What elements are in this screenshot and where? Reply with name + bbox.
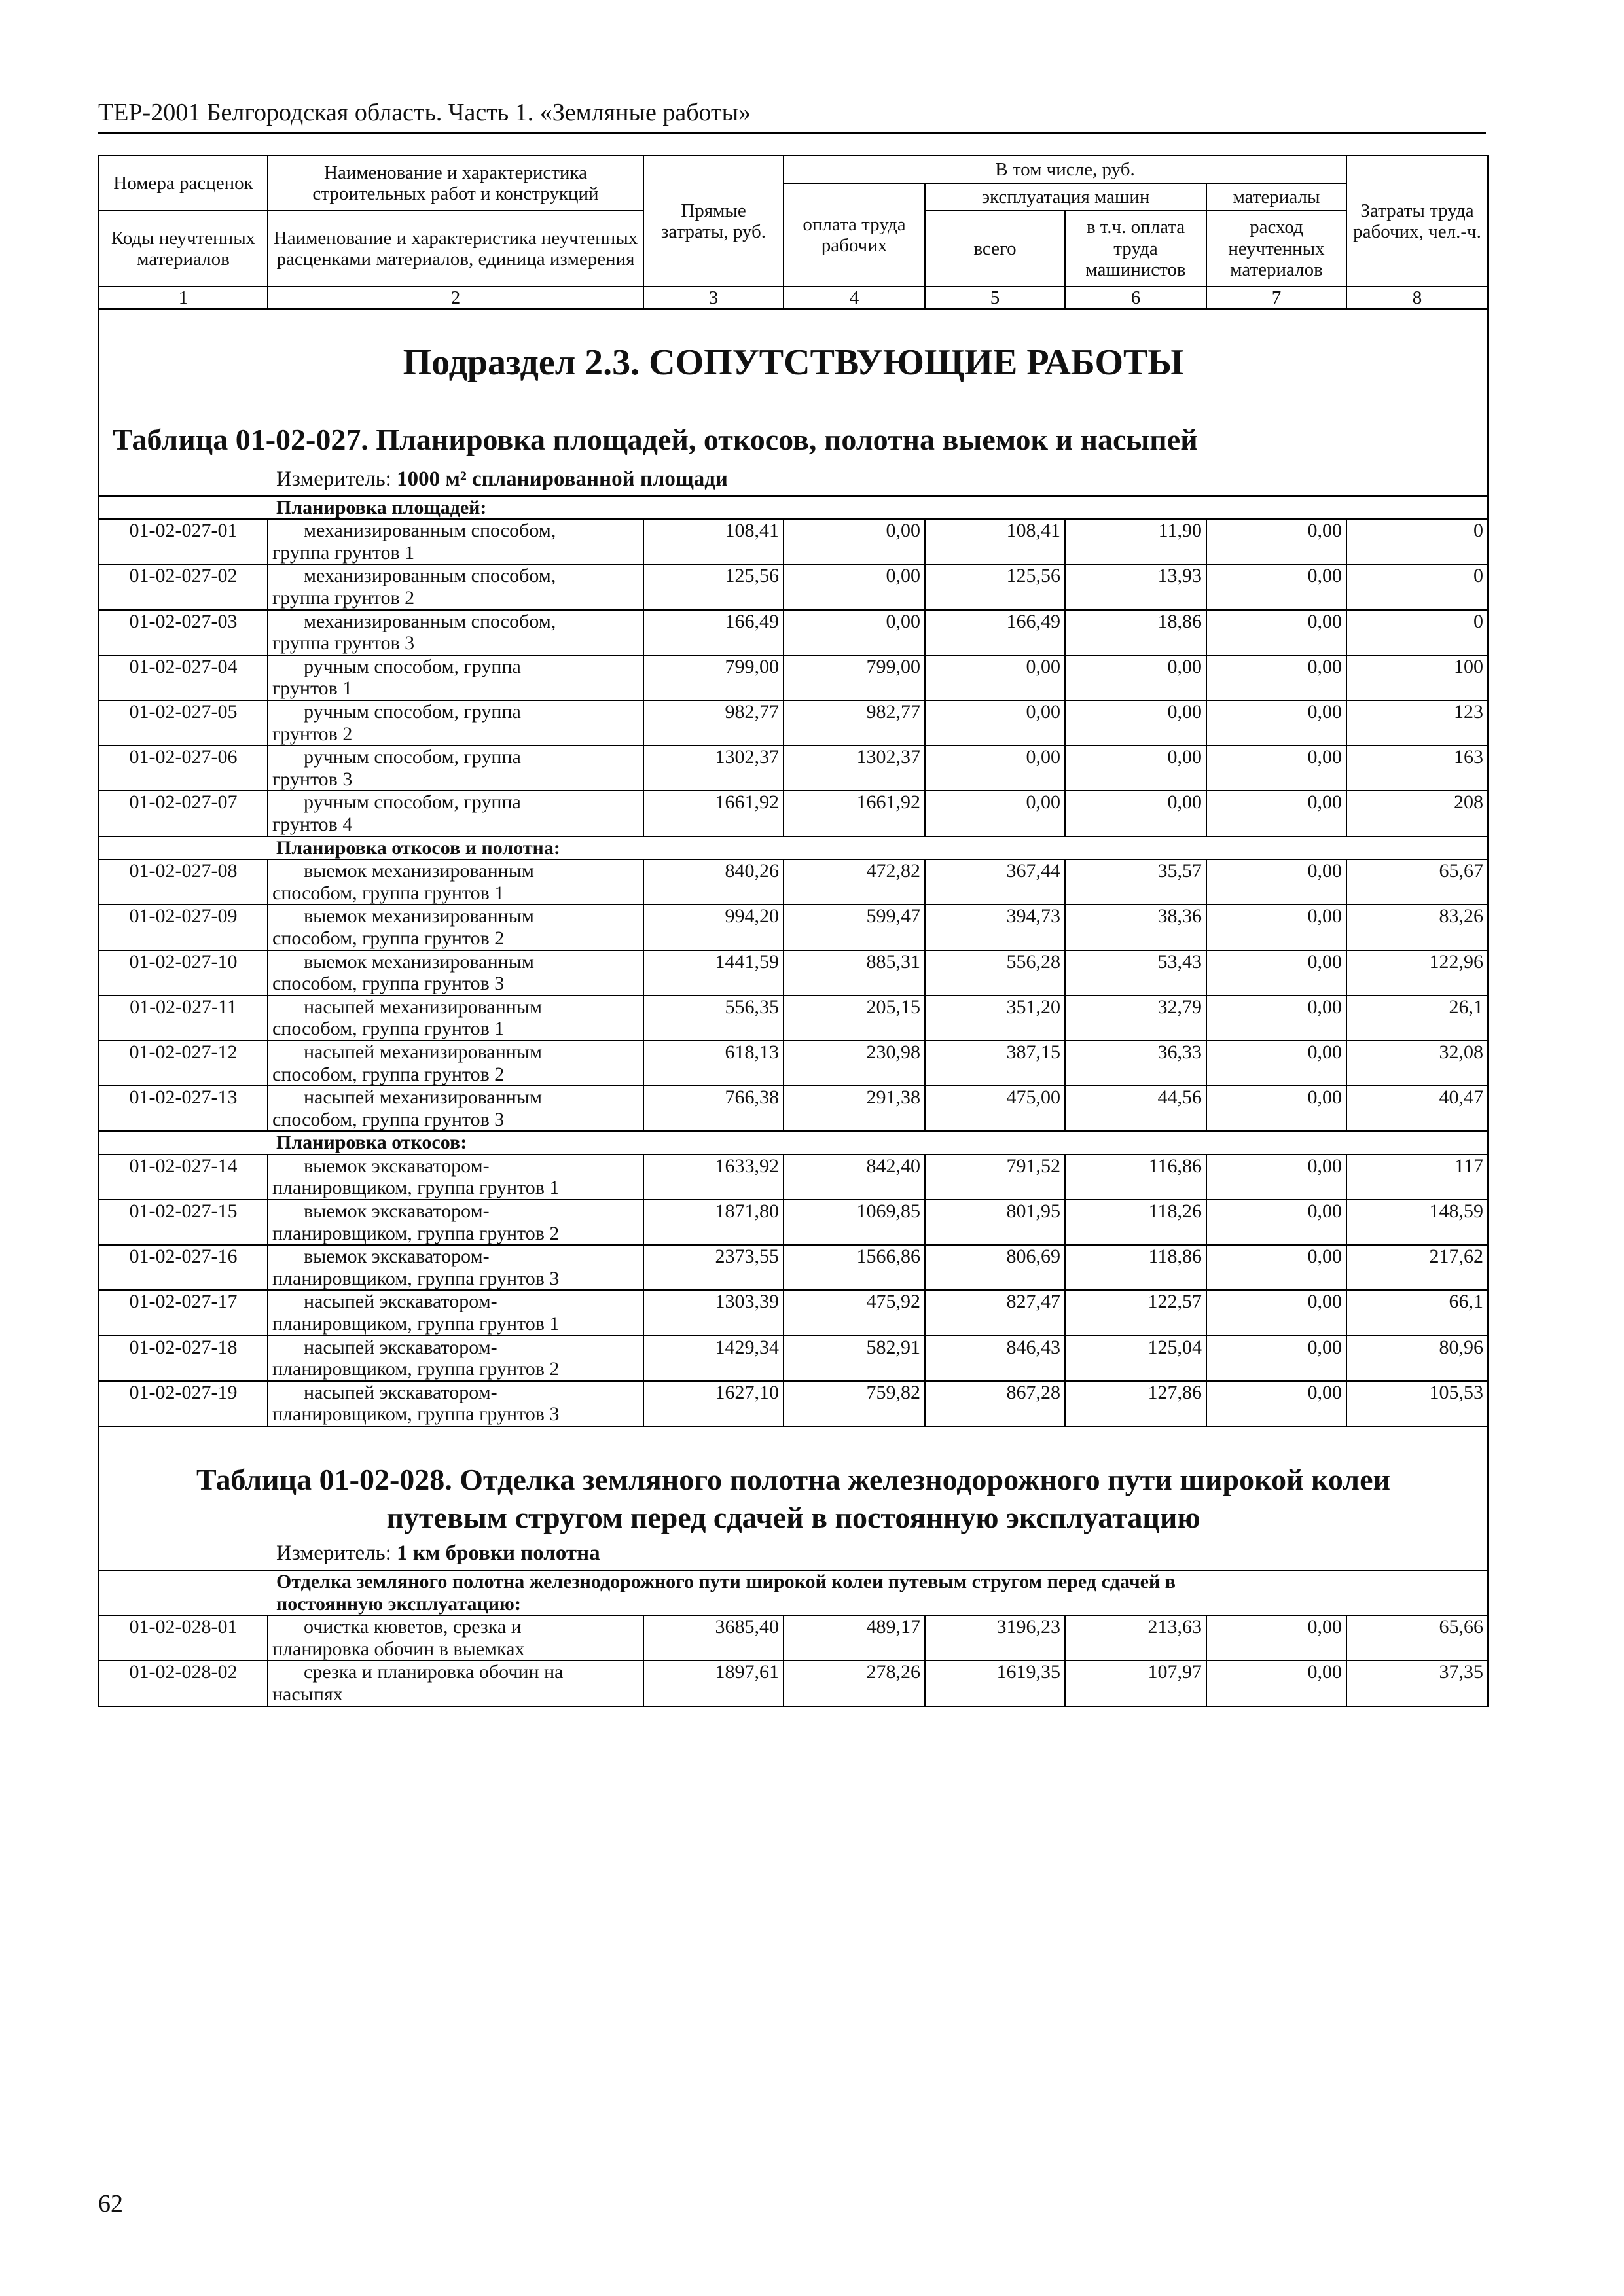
description-line: планировщиком, группа грунтов 1 (272, 1313, 560, 1335)
description-line: способом, группа грунтов 2 (272, 1063, 505, 1085)
value-cell: 3196,23 (925, 1615, 1065, 1660)
rate-code: 01-02-027-10 (99, 950, 268, 996)
description-line: насыпях (272, 1683, 343, 1705)
value-cell: 65,66 (1346, 1615, 1488, 1660)
measure-label: Измеритель: (276, 1541, 391, 1565)
value-cell: 1897,61 (643, 1660, 784, 1706)
col-rate-numbers: Номера расценок (99, 156, 268, 211)
rate-code: 01-02-027-17 (99, 1290, 268, 1335)
table-row (99, 905, 1488, 950)
value-cell: 0,00 (1065, 745, 1206, 791)
col-labor-hours: Затраты труда рабочих, чел.-ч. (1346, 156, 1488, 287)
value-cell: 367,44 (925, 859, 1065, 905)
description-line: способом, группа грунтов 1 (272, 882, 505, 904)
value-cell: 32,08 (1346, 1041, 1488, 1086)
col-number: 5 (925, 287, 1065, 309)
group-title: Планировка площадей: (99, 496, 1488, 520)
work-description (268, 1336, 643, 1381)
value-cell: 475,00 (925, 1086, 1065, 1131)
value-cell: 846,43 (925, 1336, 1065, 1381)
value-cell: 556,28 (925, 950, 1065, 996)
value-cell: 278,26 (784, 1660, 925, 1706)
table-row (99, 1290, 1488, 1335)
value-cell: 0 (1346, 519, 1488, 564)
value-cell: 0 (1346, 610, 1488, 655)
rate-code: 01-02-027-04 (99, 655, 268, 700)
value-cell: 166,49 (643, 610, 784, 655)
table-row (99, 1155, 1488, 1200)
group-header-row (99, 496, 1488, 520)
value-cell: 0,00 (1206, 1290, 1346, 1335)
description-line: планировщиком, группа грунтов 2 (272, 1222, 560, 1244)
col-direct-costs: Прямые затраты, руб. (643, 156, 784, 287)
table-row (99, 859, 1488, 905)
work-description (268, 1660, 643, 1706)
value-cell: 840,26 (643, 859, 784, 905)
description-line: насыпей механизированным (304, 1041, 542, 1063)
value-cell: 13,93 (1065, 564, 1206, 609)
value-cell: 118,26 (1065, 1200, 1206, 1245)
value-cell: 116,86 (1065, 1155, 1206, 1200)
group-header-row (99, 1570, 1488, 1615)
value-cell: 107,97 (1065, 1660, 1206, 1706)
col-number: 3 (643, 287, 784, 309)
description-line: выемок экскаватором- (304, 1200, 490, 1223)
value-cell: 394,73 (925, 905, 1065, 950)
rate-code: 01-02-027-06 (99, 745, 268, 791)
description-line: ручным способом, группа (304, 746, 521, 768)
value-cell: 38,36 (1065, 905, 1206, 950)
table-row (99, 1660, 1488, 1706)
description-line: группа грунтов 3 (272, 632, 415, 655)
work-description (268, 1290, 643, 1335)
value-cell: 791,52 (925, 1155, 1065, 1200)
value-cell: 0,00 (1206, 1086, 1346, 1131)
work-description (268, 950, 643, 996)
value-cell: 0,00 (1206, 1381, 1346, 1426)
value-cell: 582,91 (784, 1336, 925, 1381)
value-cell: 982,77 (784, 700, 925, 745)
value-cell: 217,62 (1346, 1245, 1488, 1290)
value-cell: 1661,92 (784, 791, 925, 836)
table-row (99, 1381, 1488, 1426)
rates-table (98, 155, 1489, 1707)
work-description (268, 1615, 643, 1660)
table2-title-row (99, 1426, 1488, 1539)
value-cell: 105,53 (1346, 1381, 1488, 1426)
work-description (268, 519, 643, 564)
value-cell: 0,00 (1206, 700, 1346, 745)
value-cell: 0,00 (1206, 950, 1346, 996)
value-cell: 867,28 (925, 1381, 1065, 1426)
value-cell: 53,43 (1065, 950, 1206, 996)
value-cell: 0,00 (1206, 905, 1346, 950)
value-cell: 1633,92 (643, 1155, 784, 1200)
value-cell: 0,00 (925, 745, 1065, 791)
value-cell: 44,56 (1065, 1086, 1206, 1131)
measure-value: 1 км бровки полотна (397, 1541, 600, 1565)
table-row (99, 791, 1488, 836)
col-number: 6 (1065, 287, 1206, 309)
description-line: грунтов 4 (272, 813, 353, 835)
value-cell: 205,15 (784, 996, 925, 1041)
value-cell: 11,90 (1065, 519, 1206, 564)
value-cell: 0,00 (1206, 610, 1346, 655)
col-number: 1 (99, 287, 268, 309)
description-line: срезка и планировка обочин на (304, 1661, 564, 1683)
value-cell: 1661,92 (643, 791, 784, 836)
value-cell: 1429,34 (643, 1336, 784, 1381)
rate-code: 01-02-027-11 (99, 996, 268, 1041)
work-description (268, 791, 643, 836)
value-cell: 1069,85 (784, 1200, 925, 1245)
value-cell: 125,04 (1065, 1336, 1206, 1381)
value-cell: 18,86 (1065, 610, 1206, 655)
description-line: насыпей экскаватором- (304, 1291, 497, 1313)
work-description (268, 905, 643, 950)
col-machinist-pay: в т.ч. оплата труда машинистов (1065, 211, 1206, 287)
description-line: ручным способом, группа (304, 701, 521, 723)
value-cell: 0,00 (1065, 700, 1206, 745)
description-line: планировщиком, группа грунтов 1 (272, 1177, 560, 1199)
description-line: группа грунтов 2 (272, 587, 415, 609)
description-line: грунтов 1 (272, 677, 353, 700)
col-material-usage: расход неучтенных материалов (1206, 211, 1346, 287)
value-cell: 32,79 (1065, 996, 1206, 1041)
table-row (99, 700, 1488, 745)
col-machine-operation: эксплуатация машин (925, 183, 1206, 211)
description-line: очистка кюветов, срезка и (304, 1616, 522, 1638)
col-number: 4 (784, 287, 925, 309)
work-description (268, 1200, 643, 1245)
table-header (99, 156, 1488, 309)
description-line: планировщиком, группа грунтов 2 (272, 1358, 560, 1380)
rate-code: 01-02-028-02 (99, 1660, 268, 1706)
col-number: 2 (268, 287, 643, 309)
value-cell: 0,00 (1206, 859, 1346, 905)
value-cell: 1441,59 (643, 950, 784, 996)
value-cell: 66,1 (1346, 1290, 1488, 1335)
title-line: Таблица 01-02-028. Отделка земляного полотна железнодорожного пути широкой колеи (196, 1463, 1391, 1496)
description-line: механизированным способом, (304, 610, 556, 632)
description-line: способом, группа грунтов 1 (272, 1018, 505, 1040)
value-cell: 0,00 (1206, 1615, 1346, 1660)
table-row (99, 745, 1488, 791)
description-line: насыпей экскаватором- (304, 1381, 497, 1403)
table-row (99, 1245, 1488, 1290)
value-cell: 0,00 (925, 655, 1065, 700)
value-cell: 26,1 (1346, 996, 1488, 1041)
work-description (268, 1381, 643, 1426)
value-cell: 127,86 (1065, 1381, 1206, 1426)
work-description (268, 1086, 643, 1131)
description-line: способом, группа грунтов 3 (272, 1108, 505, 1130)
value-cell: 166,49 (925, 610, 1065, 655)
work-description (268, 1041, 643, 1086)
value-cell: 0,00 (1206, 564, 1346, 609)
value-cell: 37,35 (1346, 1660, 1488, 1706)
description-line: выемок экскаватором- (304, 1246, 490, 1268)
value-cell: 0,00 (784, 610, 925, 655)
value-cell: 122,96 (1346, 950, 1488, 996)
value-cell: 100 (1346, 655, 1488, 700)
table-row (99, 1615, 1488, 1660)
value-cell: 35,57 (1065, 859, 1206, 905)
group-line: постоянную эксплуатацию: (276, 1592, 521, 1615)
value-cell: 885,31 (784, 950, 925, 996)
value-cell: 556,35 (643, 996, 784, 1041)
value-cell: 3685,40 (643, 1615, 784, 1660)
description-line: выемок механизированным (304, 860, 534, 882)
description-line: грунтов 3 (272, 768, 353, 790)
table-row (99, 1086, 1488, 1131)
value-cell: 759,82 (784, 1381, 925, 1426)
table-row (99, 950, 1488, 996)
description-line: группа грунтов 1 (272, 541, 415, 564)
value-cell: 0,00 (784, 519, 925, 564)
rate-code: 01-02-027-19 (99, 1381, 268, 1426)
value-cell: 489,17 (784, 1615, 925, 1660)
table-row (99, 1041, 1488, 1086)
value-cell: 83,26 (1346, 905, 1488, 950)
description-line: насыпей экскаватором- (304, 1336, 497, 1358)
value-cell: 618,13 (643, 1041, 784, 1086)
value-cell: 799,00 (784, 655, 925, 700)
rate-code: 01-02-027-12 (99, 1041, 268, 1086)
work-description (268, 859, 643, 905)
group-header-row (99, 1131, 1488, 1155)
value-cell: 36,33 (1065, 1041, 1206, 1086)
description-line: механизированным способом, (304, 565, 556, 587)
value-cell: 827,47 (925, 1290, 1065, 1335)
value-cell: 1302,37 (643, 745, 784, 791)
value-cell: 0,00 (1206, 1245, 1346, 1290)
rate-code: 01-02-027-15 (99, 1200, 268, 1245)
value-cell: 0,00 (1206, 1200, 1346, 1245)
description-line: насыпей механизированным (304, 1086, 542, 1109)
value-cell: 599,47 (784, 905, 925, 950)
work-description (268, 745, 643, 791)
table2-measure-row (99, 1539, 1488, 1570)
value-cell: 125,56 (925, 564, 1065, 609)
value-cell: 40,47 (1346, 1086, 1488, 1131)
col-materials: материалы (1206, 183, 1346, 211)
value-cell: 0,00 (925, 700, 1065, 745)
description-line: выемок механизированным (304, 950, 534, 973)
work-description (268, 655, 643, 700)
description-line: планировщиком, группа грунтов 3 (272, 1267, 560, 1289)
value-cell: 108,41 (643, 519, 784, 564)
value-cell: 117 (1346, 1155, 1488, 1200)
value-cell: 1627,10 (643, 1381, 784, 1426)
work-description (268, 1245, 643, 1290)
value-cell: 123 (1346, 700, 1488, 745)
value-cell: 0,00 (784, 564, 925, 609)
value-cell: 472,82 (784, 859, 925, 905)
value-cell: 475,92 (784, 1290, 925, 1335)
col-number: 7 (1206, 287, 1346, 309)
rate-code: 01-02-027-09 (99, 905, 268, 950)
value-cell: 1619,35 (925, 1660, 1065, 1706)
value-cell: 801,95 (925, 1200, 1065, 1245)
value-cell: 0 (1346, 564, 1488, 609)
table1-title: Таблица 01-02-027. Планировка площадей, откосов, полотна выемок и насыпей (99, 410, 1488, 465)
table-row (99, 655, 1488, 700)
value-cell: 982,77 (643, 700, 784, 745)
measure-value: 1000 м² спланированной площади (397, 467, 728, 491)
value-cell: 0,00 (1065, 791, 1206, 836)
group-title (99, 1570, 1488, 1615)
rate-code: 01-02-027-08 (99, 859, 268, 905)
description-line: способом, группа грунтов 2 (272, 927, 505, 949)
col-worker-pay: оплата труда рабочих (784, 183, 925, 287)
value-cell: 208 (1346, 791, 1488, 836)
title-line: путевым стругом перед сдачей в постоянную эксплуатацию (386, 1500, 1200, 1534)
value-cell: 1871,80 (643, 1200, 784, 1245)
value-cell: 1302,37 (784, 745, 925, 791)
value-cell: 0,00 (1206, 655, 1346, 700)
group-title: Планировка откосов и полотна: (99, 836, 1488, 860)
value-cell: 0,00 (1206, 745, 1346, 791)
col-including: В том числе, руб. (784, 156, 1346, 183)
col-material-names: Наименование и характеристика неучтенных расценками материалов, единица измерения (268, 211, 643, 287)
group-line: Отделка земляного полотна железнодорожного пути широкой колеи путевым стругом перед сдачей в (276, 1570, 1176, 1592)
table-row (99, 610, 1488, 655)
description-line: выемок механизированным (304, 905, 534, 927)
value-cell: 2373,55 (643, 1245, 784, 1290)
rate-code: 01-02-027-18 (99, 1336, 268, 1381)
table-body (99, 309, 1488, 1706)
measure-label: Измеритель: (276, 467, 391, 491)
value-cell: 125,56 (643, 564, 784, 609)
value-cell: 842,40 (784, 1155, 925, 1200)
value-cell: 1566,86 (784, 1245, 925, 1290)
value-cell: 0,00 (1206, 996, 1346, 1041)
value-cell: 65,67 (1346, 859, 1488, 905)
rate-code: 01-02-028-01 (99, 1615, 268, 1660)
value-cell: 80,96 (1346, 1336, 1488, 1381)
value-cell: 163 (1346, 745, 1488, 791)
page-number: 62 (98, 2190, 123, 2217)
rate-code: 01-02-027-01 (99, 519, 268, 564)
col-number: 8 (1346, 287, 1488, 309)
value-cell: 108,41 (925, 519, 1065, 564)
rate-code: 01-02-027-13 (99, 1086, 268, 1131)
value-cell: 799,00 (643, 655, 784, 700)
table-row (99, 519, 1488, 564)
rate-code: 01-02-027-02 (99, 564, 268, 609)
work-description (268, 1155, 643, 1200)
value-cell: 387,15 (925, 1041, 1065, 1086)
description-line: ручным способом, группа (304, 791, 521, 814)
work-description (268, 996, 643, 1041)
table-row (99, 564, 1488, 609)
description-line: планировщиком, группа грунтов 3 (272, 1403, 560, 1426)
col-work-name: Наименование и характеристика строительных работ и конструкций (268, 156, 643, 211)
value-cell: 122,57 (1065, 1290, 1206, 1335)
rate-code: 01-02-027-16 (99, 1245, 268, 1290)
table-row (99, 1336, 1488, 1381)
work-description (268, 610, 643, 655)
rate-code: 01-02-027-14 (99, 1155, 268, 1200)
rate-code: 01-02-027-07 (99, 791, 268, 836)
value-cell: 0,00 (1206, 1660, 1346, 1706)
work-description (268, 564, 643, 609)
group-title: Планировка откосов: (99, 1131, 1488, 1155)
value-cell: 0,00 (1206, 1041, 1346, 1086)
subsection-title: Подраздел 2.3. СОПУТСТВУЮЩИЕ РАБОТЫ (99, 309, 1488, 410)
rates-table-wrapper (98, 155, 1487, 1707)
table2-measure (99, 1539, 1488, 1570)
running-header: ТЕР-2001 Белгородская область. Часть 1. «Земляные работы» (98, 98, 1486, 134)
work-description (268, 700, 643, 745)
description-line: выемок экскаватором- (304, 1155, 490, 1177)
value-cell: 806,69 (925, 1245, 1065, 1290)
table-row (99, 996, 1488, 1041)
col-machine-total: всего (925, 211, 1065, 287)
description-line: ручным способом, группа (304, 655, 521, 677)
table1-measure (99, 465, 1488, 496)
value-cell: 230,98 (784, 1041, 925, 1086)
rate-code: 01-02-027-05 (99, 700, 268, 745)
table-row (99, 1200, 1488, 1245)
col-material-codes: Коды неучтенных материалов (99, 211, 268, 287)
description-line: грунтов 2 (272, 723, 353, 745)
value-cell: 118,86 (1065, 1245, 1206, 1290)
value-cell: 351,20 (925, 996, 1065, 1041)
rate-code: 01-02-027-03 (99, 610, 268, 655)
group-header-row (99, 836, 1488, 860)
table2-title (99, 1426, 1488, 1539)
description-line: насыпей механизированным (304, 996, 542, 1018)
value-cell: 291,38 (784, 1086, 925, 1131)
description-line: механизированным способом, (304, 520, 556, 542)
value-cell: 0,00 (1206, 1336, 1346, 1381)
value-cell: 0,00 (1206, 519, 1346, 564)
description-line: способом, группа грунтов 3 (272, 973, 505, 995)
value-cell: 766,38 (643, 1086, 784, 1131)
value-cell: 213,63 (1065, 1615, 1206, 1660)
value-cell: 0,00 (925, 791, 1065, 836)
value-cell: 0,00 (1065, 655, 1206, 700)
value-cell: 1303,39 (643, 1290, 784, 1335)
value-cell: 0,00 (1206, 791, 1346, 836)
value-cell: 994,20 (643, 905, 784, 950)
value-cell: 148,59 (1346, 1200, 1488, 1245)
value-cell: 0,00 (1206, 1155, 1346, 1200)
description-line: планировка обочин в выемках (272, 1638, 525, 1660)
